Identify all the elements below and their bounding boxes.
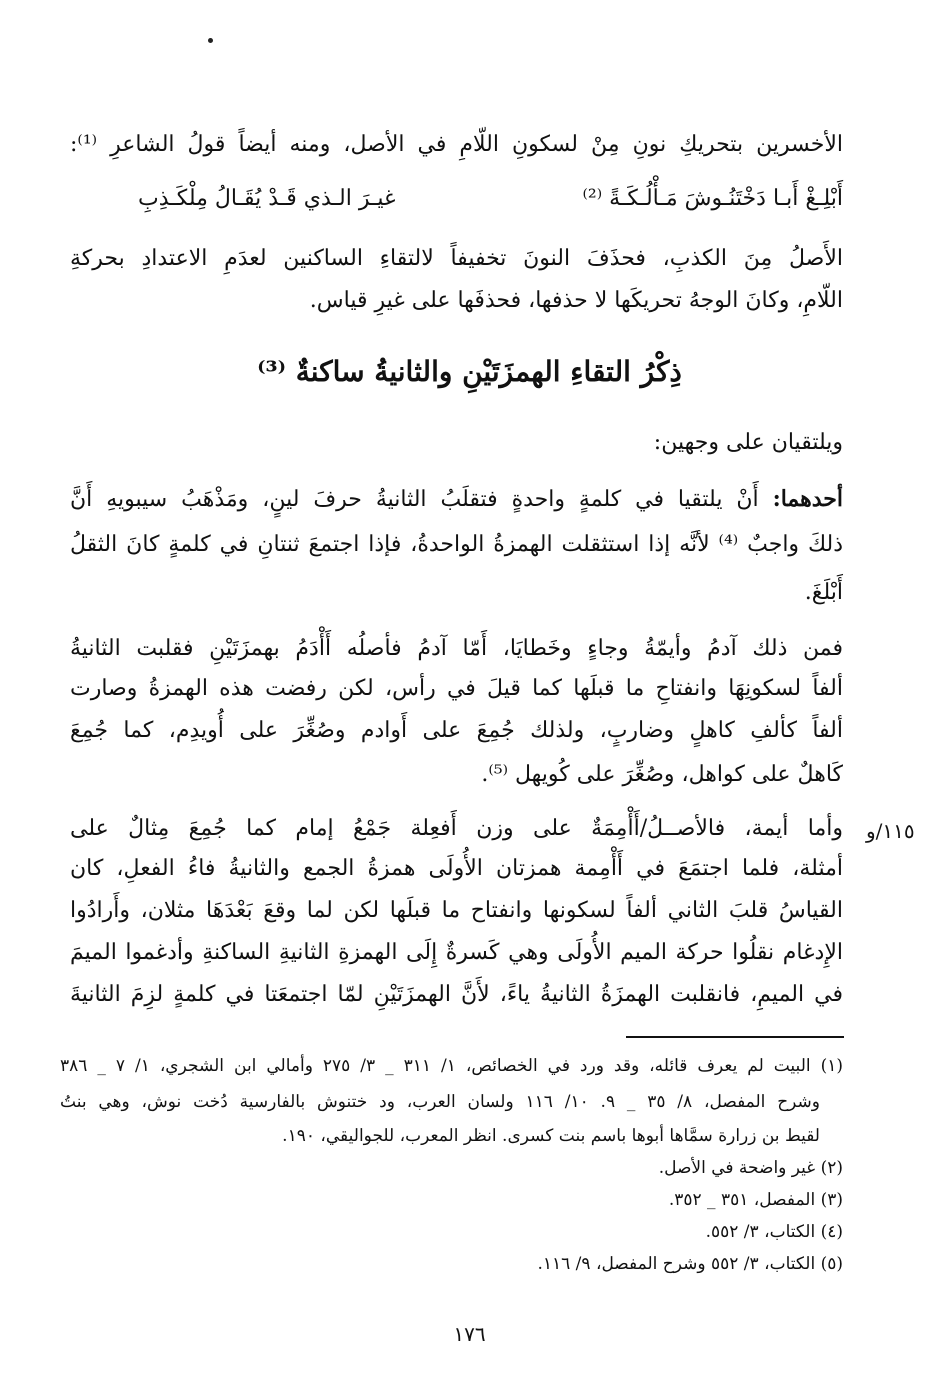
text-line-14: أمثلة، فلما اجتمَعَ في أَأْمِمة همزتان الأُولَى همزةُ الجمع والثانيةُ فاءُ الفعلِ، كان xyxy=(70,856,843,881)
footnote-separator xyxy=(626,1036,844,1038)
verse-second-hemistich: غيـرَ الـذي قَـدْ يُقَـالُ مِلْكَـذِبِ xyxy=(138,186,396,211)
footnote-2: (٢) غير واضحة في الأصل. xyxy=(658,1158,843,1178)
page-number: ١٧٦ xyxy=(453,1322,486,1346)
ink-dot xyxy=(208,38,213,43)
text-line-6 xyxy=(70,484,843,515)
text-line-12: كَاهلٌ على كواهل، وصُغِّرَ على كُويهل ⁽⁵⁾. xyxy=(481,762,843,787)
footnote-1-line-2: وشرح المفصل، ٨/ ٣٥ _ ٩. ١٠/ ١١٦ ولسان العرب، ود ختنوش بالفارسية دُخت نوش، وهي بنتُ xyxy=(60,1092,821,1112)
verse-first-hemistich: أَبْلِـغْ أَبـا دَخْتَنُـوشَ مَـأْلُـكَـةً ⁽²⁾ xyxy=(582,186,843,211)
text-line-7: ذلكَ واجبٌ ⁽⁴⁾ لأنَّه إذا استثقلت الهمزةُ الواحدةُ، فإذا اجتمعَ ثنتانِ في كلمةٍ كانَ الثقلُ xyxy=(70,532,844,557)
footnote-5: (٥) الكتاب، ٣/ ٥٥٢ وشرح المفصل، ٩/ ١١٦. xyxy=(537,1254,843,1274)
text-line-11: ألفاً كألفِ كاهلٍ وضاربٍ، ولذلك جُمِعَ على أَوادم وصُغِّرَ على أُويدِم، كما جُمِعَ xyxy=(70,718,843,743)
text-line-15: القياسُ قلبَ الثاني ألفاً لسكونها وانفتاح ما قبلَها لكن لما وقعَ بَعْدَهَا مثلان، وأَرادُوا xyxy=(70,898,843,923)
bold-lead: أحدهما: xyxy=(772,486,843,512)
text-line-16: الإِدغام نقلُوا حركة الميم الأُولَى وهي كَسرةٌ إِلَى الهمزةِ الثانيةِ الساكنةِ وأدغموا الميمَ xyxy=(70,940,843,965)
text-line-8: أَبْلَغَ. xyxy=(804,580,843,605)
text-line-5: ويلتقيان على وجهين: xyxy=(653,430,843,455)
text-line-3: الأَصلُ مِنَ الكذبِ، فحذَفَ النونَ تخفيفاً لالتقاءِ الساكنين لعدَمِ الاعتدادِ بحركةِ xyxy=(70,246,843,271)
margin-folio-note: ١١٥/و xyxy=(866,819,915,843)
text-line-9: فمن ذلك آدمُ وأيمّةُ وجاءٍ وخَطايَا، أَمّا آدمُ فأصلُه أَأْدَمُ بهمزَتَيْنِ فقلبت الثانيةُ xyxy=(70,636,843,661)
text-line-1: الأخسرين بتحريكِ نونِ مِنْ لسكونِ اللّامِ في الأصل، ومنه أيضاً قولُ الشاعرِ ⁽¹⁾: xyxy=(70,132,843,157)
footnote-1-line-1: (١) البيت لم يعرف قائله، وقد ورد في الخصائص، ١/ ٣١١ _ ٣/ ٢٧٥ وأمالي ابن الشجري، ١/ ٧ _ ٣٨٦ xyxy=(60,1056,843,1076)
text-line-4: اللّامِ، وكانَ الوجهُ تحريكَها لا حذفها، فحذفَها على غيرِ قياس. xyxy=(309,288,843,313)
footnote-1-line-3: لقيط بن زرارة سمَّاها أبوها باسم بنت كسرى. انظر المعرب، للجواليقي، ١٩٠. xyxy=(282,1126,820,1146)
footnote-3: (٣) المفصل، ٣٥١ _ ٣٥٢. xyxy=(668,1190,843,1210)
text-line-6-rest: أَنْ يلتقيا في كلمةٍ واحدةٍ فتقلَبُ الثانيةُ حرفَ لينٍ، ومَذْهَبُ سيبويهِ أَنَّ xyxy=(70,487,773,512)
text-line-17: في الميمِ، فانقلبت الهمزَةُ الثانيةُ ياءً، لأَنَّ الهمزَتَيْنِ لمّا اجتمعَتا في كلمةٍ لزِمَ الثانيةَ xyxy=(70,982,843,1007)
footnote-4: (٤) الكتاب، ٣/ ٥٥٢. xyxy=(705,1222,843,1242)
text-line-13: وأما أيمة، فالأصــلُ/أَأْمِمَةٌ على وزن أَفعِلة جَمْعُ إمام كما جُمِعَ مِثالٌ على xyxy=(70,816,843,841)
text-line-10: ألفاً لسكونِهَا وانفتاحِ ما قبلَها كما قيلَ في رأس، لكن رفضت هذه الهمزةُ وصارت xyxy=(70,676,843,701)
section-heading: ذِكْرُ التقاءِ الهمزَتَيْنِ والثانيةُ ساكنةٌ ⁽³⁾ xyxy=(257,355,682,388)
